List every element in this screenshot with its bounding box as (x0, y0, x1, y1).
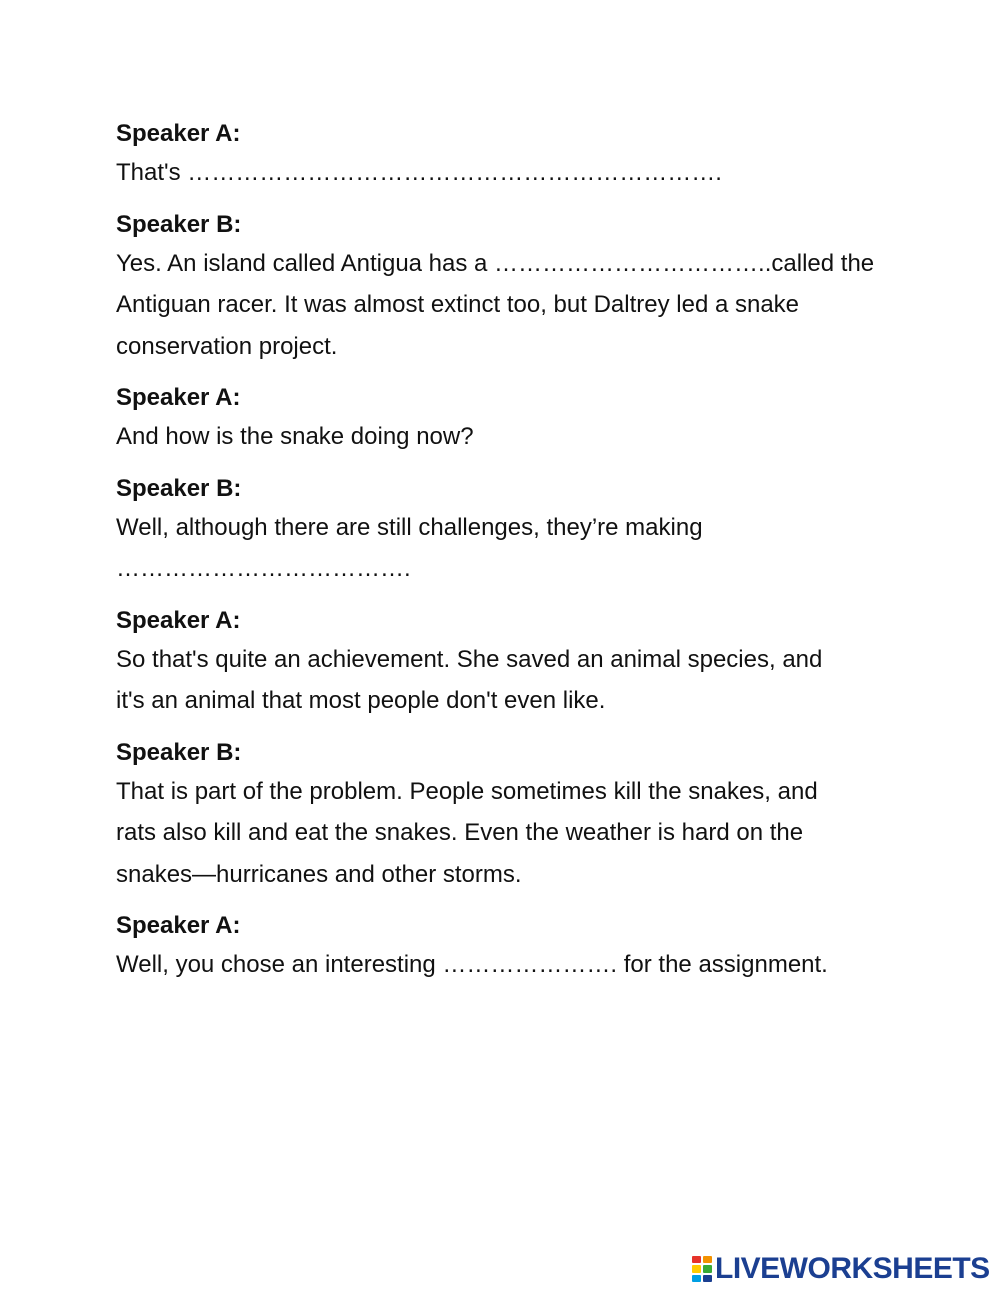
speaker-label: Speaker A: (116, 912, 241, 939)
logo-grid-icon (692, 1256, 712, 1282)
dialogue-line: And how is the snake doing now? (116, 423, 474, 450)
dialogue-turn (116, 603, 916, 722)
logo-square (703, 1265, 712, 1272)
dialogue-line: Well, you chose an interesting …………………. for the assignment. (116, 951, 828, 978)
speaker-label: Speaker A: (116, 384, 241, 411)
dialogue-line: So that's quite an achievement. She saved an animal species, and (116, 645, 823, 673)
speaker-label: Speaker B: (116, 210, 242, 238)
logo-square (703, 1256, 712, 1263)
logo-square (703, 1275, 712, 1282)
logo-square (692, 1256, 701, 1263)
dialogue-line: Yes. An island called Antigua has a ……………………………..called the (116, 249, 875, 277)
logo-text: LIVEWORKSHEETS (715, 1252, 990, 1285)
dialogue-line: snakes—hurricanes and other storms. (116, 860, 522, 888)
dialogue-line: Antiguan racer. It was almost extinct too, but Daltrey led a snake (116, 291, 800, 318)
dialogue-line: ………………………………. (116, 555, 411, 582)
speaker-label: Speaker B: (116, 474, 242, 502)
dialogue-turn (116, 380, 916, 458)
dialogue-line: rats also kill and eat the snakes. Even the weather is hard on the (116, 819, 804, 846)
speaker-label: Speaker B: (116, 738, 242, 766)
logo-square (692, 1275, 701, 1282)
worksheet-page (116, 116, 916, 999)
liveworksheets-logo (692, 1252, 990, 1286)
dialogue-turn (116, 908, 916, 986)
dialogue-line: conservation project. (116, 332, 338, 360)
speaker-label: Speaker A: (116, 606, 241, 634)
dialogue-turn (116, 116, 916, 194)
logo-square (692, 1265, 701, 1272)
dialogue-turn (116, 471, 916, 590)
dialogue-line: That is part of the problem. People sometimes kill the snakes, and (116, 777, 818, 805)
dialogue-line: That's …………………………………………………………. (116, 159, 722, 186)
speaker-label: Speaker A: (116, 120, 241, 147)
dialogue-line: Well, although there are still challenges, they’re making (116, 513, 703, 541)
dialogue-line: it's an animal that most people don't even like. (116, 687, 606, 714)
dialogue-turn (116, 735, 916, 896)
dialogue-turn (116, 207, 916, 368)
